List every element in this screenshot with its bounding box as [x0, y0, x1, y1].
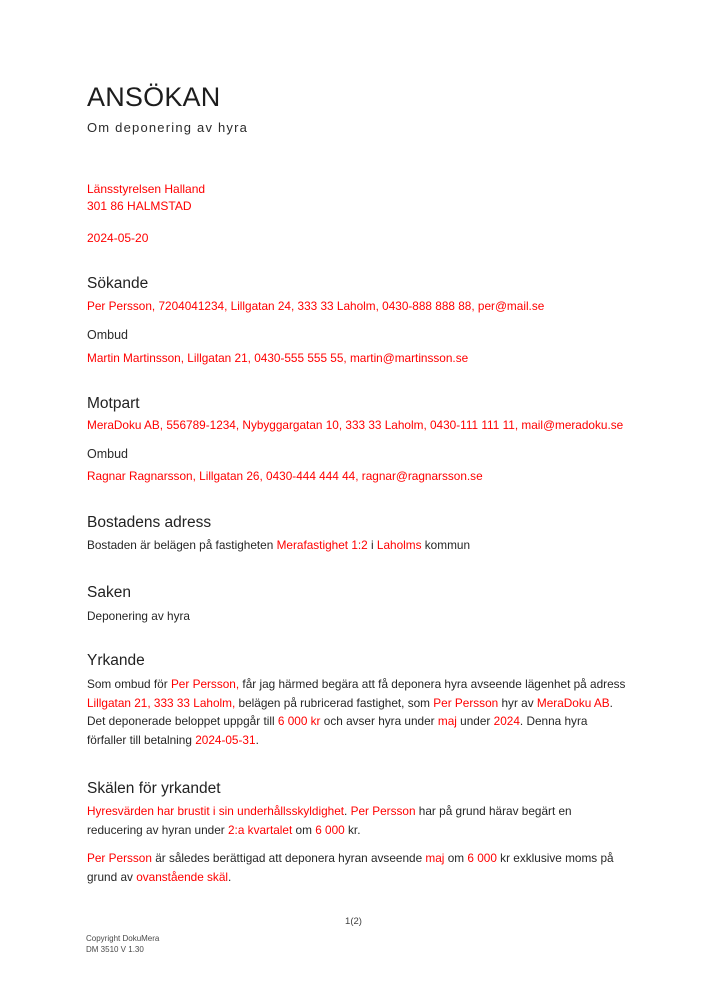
section-sokande	[87, 274, 627, 367]
static-text: belägen på rubricerad fastighet, som	[235, 695, 434, 710]
sokande-heading: Sökande	[87, 274, 149, 292]
motpart-heading: Motpart	[87, 394, 140, 412]
document-subtitle: Om deponering av hyra	[87, 120, 249, 135]
motpart-ombud-heading: Ombud	[87, 446, 128, 461]
yrkande-body	[87, 675, 627, 749]
skalen-paragraph-1	[87, 802, 627, 839]
bostad-body	[87, 536, 627, 555]
static-text: .	[228, 869, 232, 884]
static-text: får jag härmed begära att få deponera hyra avseende lägenhet på adress	[239, 677, 626, 692]
section-bostadens-adress	[87, 513, 627, 555]
document-title: ANSÖKAN	[87, 82, 221, 112]
static-text: .	[344, 804, 351, 819]
section-yrkande	[87, 651, 627, 749]
motpart-value: MeraDoku AB, 556789-1234, Nybyggargatan 10, 333 33 Laholm, 0430-111 111 11, mail@meradoku.se	[87, 417, 624, 432]
field-value: ovanstående skäl	[136, 869, 229, 884]
recipient-name: Länsstyrelsen Halland	[87, 181, 206, 196]
field-value: maj	[437, 714, 457, 729]
field-value: Merafastighet 1:2	[276, 538, 368, 553]
static-text: hyr av	[498, 695, 537, 710]
motpart-ombud-value: Ragnar Ragnarsson, Lillgatan 26, 0430-444 444 44, ragnar@ragnarsson.se	[87, 469, 483, 484]
recipient-postal: 301 86 HALMSTAD	[87, 198, 192, 213]
field-value: 2:a kvartalet	[228, 822, 293, 837]
field-value: Lillgatan 21, 333 33 Laholm,	[87, 695, 236, 710]
skalen-heading: Skälen för yrkandet	[87, 780, 221, 798]
page-number: 1(2)	[345, 916, 362, 927]
static-text: . Denna hyra förfaller till betalning	[87, 714, 588, 747]
field-value: maj	[425, 851, 445, 866]
document-date: 2024-05-20	[87, 230, 149, 245]
saken-body: Deponering av hyra	[87, 608, 190, 623]
field-value: Laholms	[376, 538, 422, 553]
sokande-value: Per Persson, 7204041234, Lillgatan 24, 333 33 Laholm, 0430-888 888 88, per@mail.se	[87, 298, 545, 313]
copyright-line1: Copyright DokuMera	[86, 934, 160, 943]
copyright-notice	[86, 933, 159, 955]
field-value: Per Persson,	[170, 677, 240, 692]
skalen-paragraph-2	[87, 849, 627, 886]
recipient-address	[87, 181, 627, 215]
field-value: 6 000	[315, 822, 345, 837]
static-text: .	[255, 732, 259, 747]
static-text: kommun	[421, 538, 471, 553]
static-text: och avser hyra under	[320, 714, 438, 729]
field-value: 6 000	[467, 851, 497, 866]
section-motpart	[87, 394, 627, 486]
section-skalen	[87, 779, 627, 886]
section-saken	[87, 583, 627, 626]
field-value: Hyresvärden har brustit i sin underhållsskyldighet	[87, 804, 345, 819]
bostad-heading: Bostadens adress	[87, 514, 212, 532]
field-value: Per Persson	[350, 804, 416, 819]
static-text: Som ombud för	[87, 677, 171, 692]
field-value: Per Persson	[433, 695, 499, 710]
sokande-ombud-heading: Ombud	[87, 328, 128, 343]
field-value: 2024-05-31	[195, 732, 256, 747]
field-value: 2024	[493, 714, 520, 729]
saken-heading: Saken	[87, 583, 131, 601]
static-text: har på grund härav begärt en reducering av hyran under	[87, 804, 572, 837]
static-text: i	[367, 538, 377, 553]
copyright-line2: DM 3510 V 1.30	[86, 945, 144, 954]
field-value: MeraDoku AB	[536, 695, 610, 710]
static-text: Bostaden är belägen på fastigheten	[87, 538, 277, 553]
sokande-ombud-value: Martin Martinsson, Lillgatan 21, 0430-555 555 55, martin@martinsson.se	[87, 350, 469, 365]
static-text: . Det deponerade beloppet uppgår till	[87, 695, 613, 729]
static-text: är således berättigad att deponera hyran avseende	[151, 851, 426, 866]
static-text: om	[292, 822, 316, 837]
static-text: kr.	[344, 822, 361, 837]
static-text: under	[456, 714, 494, 729]
field-value: Per Persson	[87, 851, 152, 866]
static-text: om	[444, 851, 468, 866]
field-value: 6 000 kr	[277, 714, 321, 729]
yrkande-heading: Yrkande	[87, 652, 145, 670]
static-text: kr exklusive moms på grund av	[87, 851, 614, 884]
